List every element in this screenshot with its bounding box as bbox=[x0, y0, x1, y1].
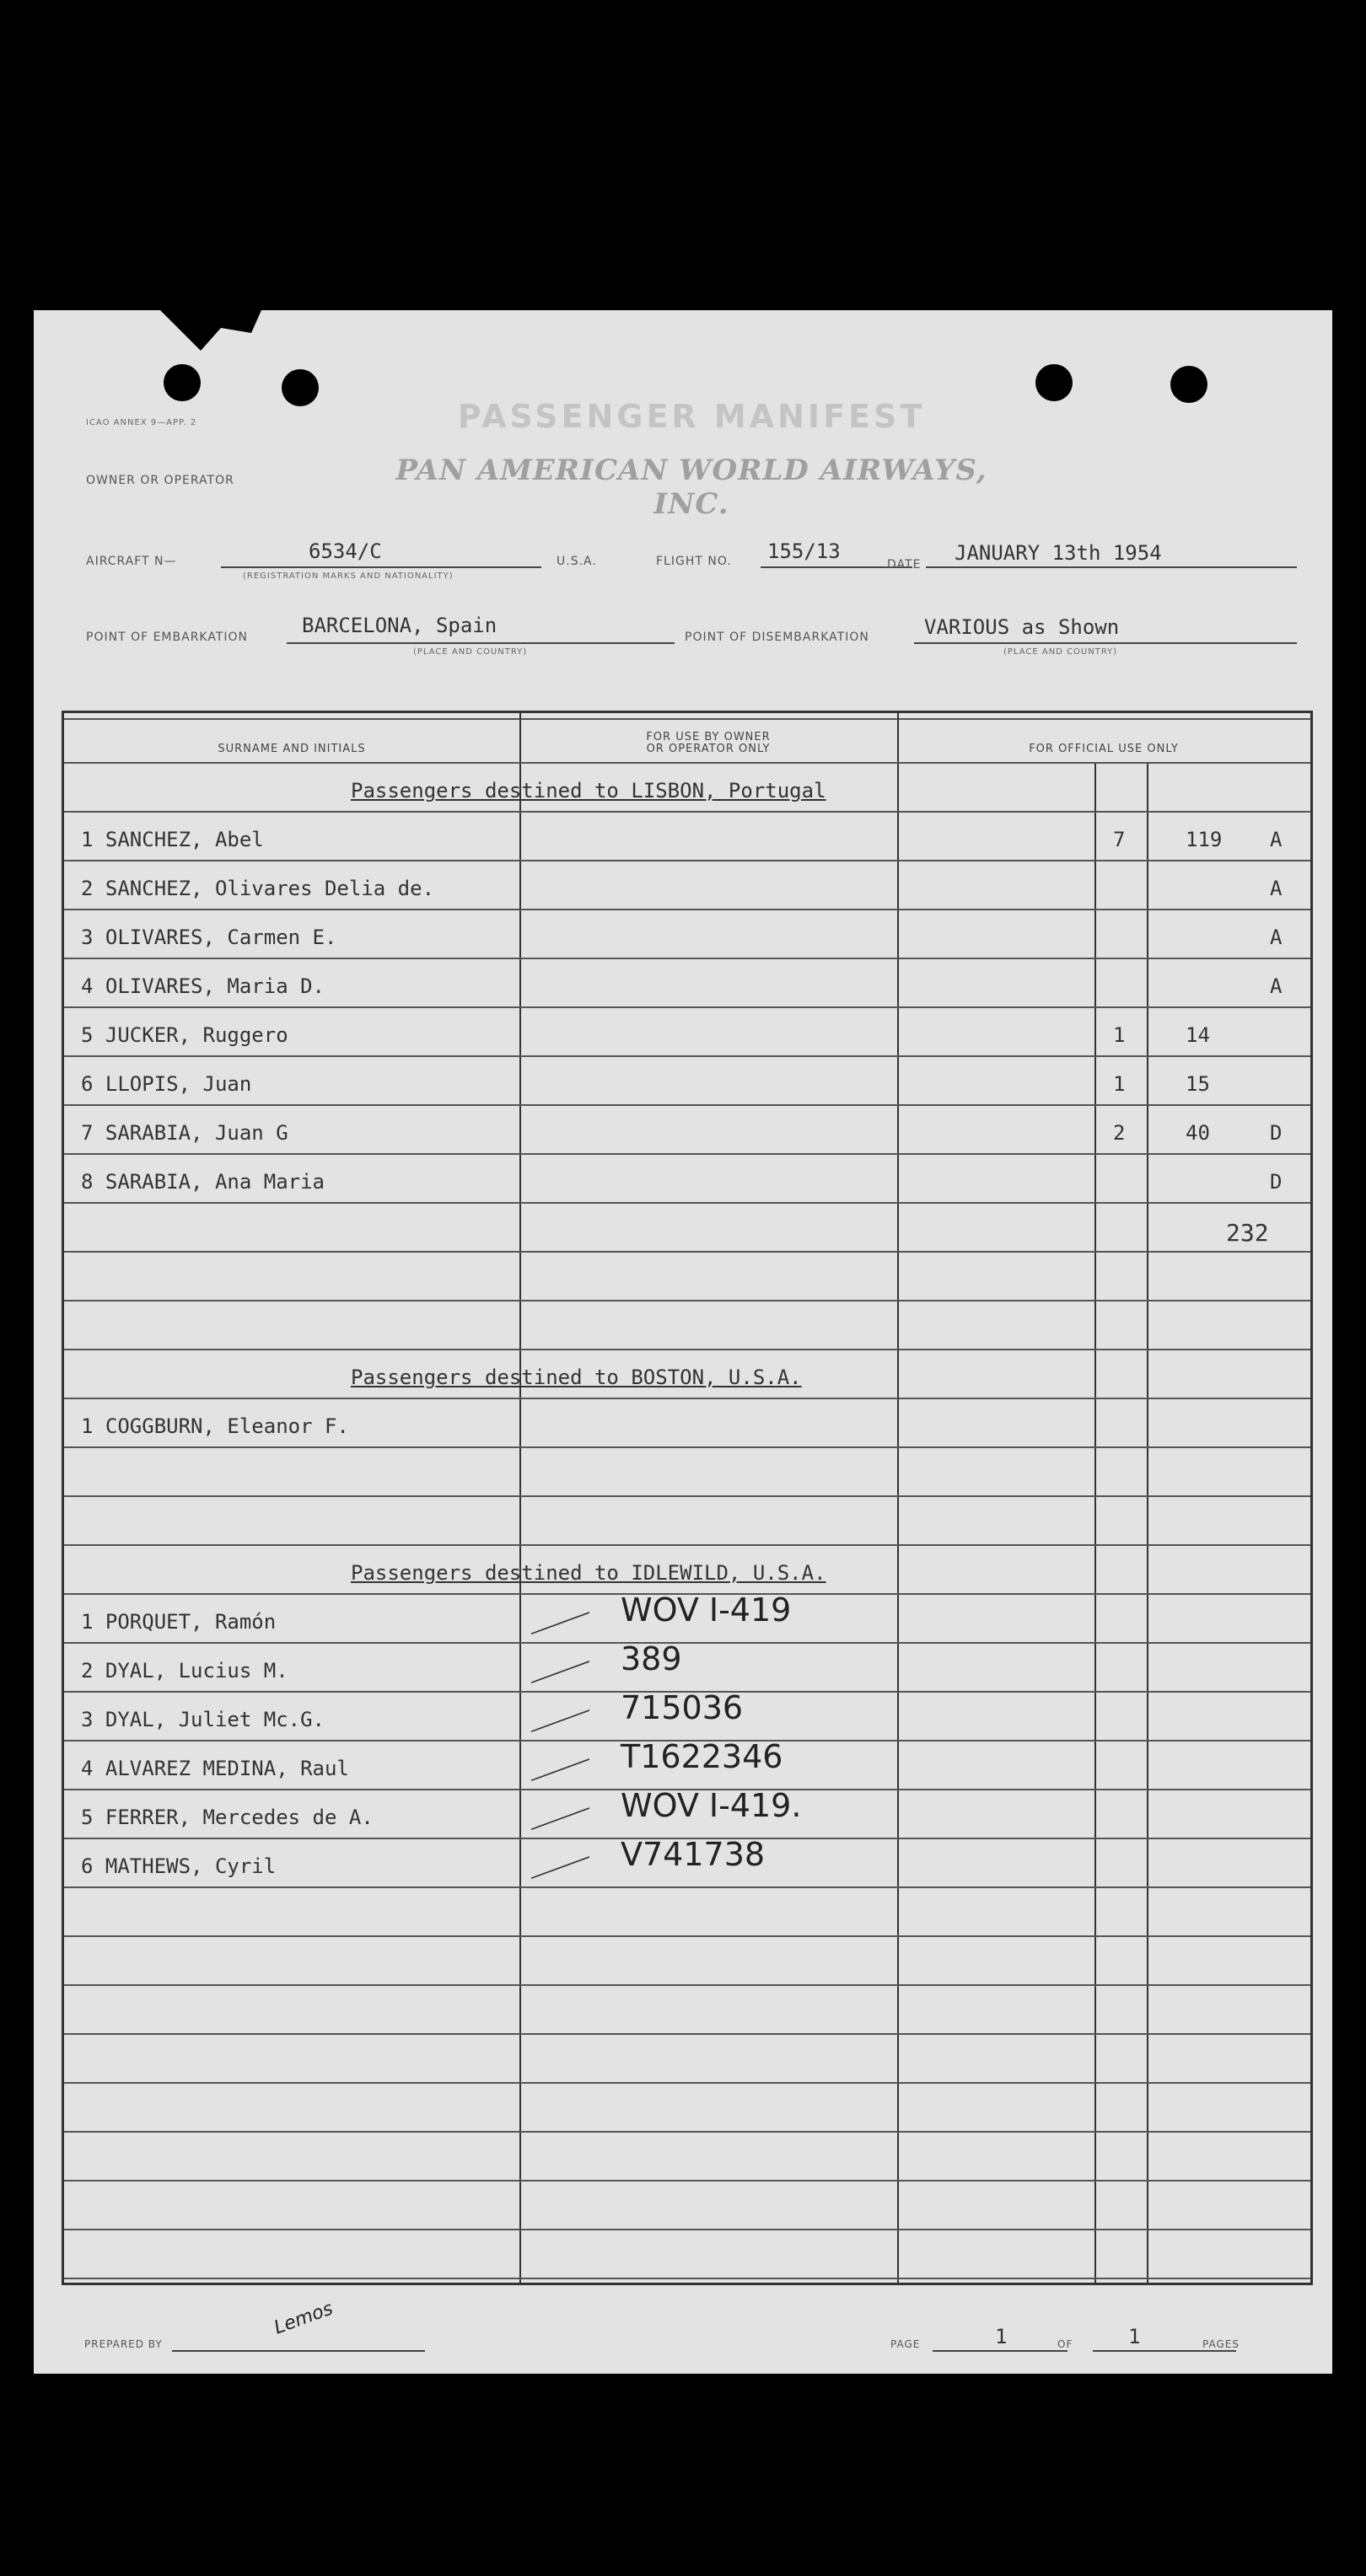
row-rule bbox=[64, 1006, 1310, 1008]
passenger-name: 7 SARABIA, Juan G bbox=[81, 1121, 288, 1145]
col-owner-header: FOR USE BY OWNER OR OPERATOR ONLY bbox=[646, 731, 771, 755]
col-surname-header: SURNAME AND INITIALS bbox=[218, 743, 366, 755]
passenger-name: 3 OLIVARES, Carmen E. bbox=[81, 926, 337, 949]
row-rule bbox=[64, 2131, 1310, 2133]
date-label: DATE bbox=[887, 558, 922, 572]
row-rule bbox=[64, 1104, 1310, 1106]
row-rule bbox=[64, 2082, 1310, 2084]
manifest-sheet bbox=[34, 310, 1332, 2374]
row-rule bbox=[64, 2180, 1310, 2182]
handwritten-note: T1622346 bbox=[621, 1738, 783, 1775]
row-rule bbox=[64, 1544, 1310, 1546]
row-rule bbox=[64, 1202, 1310, 1204]
handwritten-note: V741738 bbox=[621, 1836, 766, 1873]
date-value: JANUARY 13th 1954 bbox=[955, 541, 1162, 565]
aircraft-underline bbox=[221, 566, 541, 568]
passenger-name: 2 DYAL, Lucius M. bbox=[81, 1659, 288, 1682]
row-rule bbox=[64, 909, 1310, 910]
official-number: 15 bbox=[1186, 1072, 1210, 1096]
row-rule bbox=[64, 1251, 1310, 1253]
pages-label: PAGES bbox=[1202, 2338, 1240, 2350]
check-mark bbox=[531, 1638, 592, 1683]
of-underline bbox=[1093, 2350, 1236, 2352]
official-count: 7 bbox=[1113, 828, 1126, 851]
prepared-by-label: PREPARED BY bbox=[84, 2338, 163, 2350]
header-line bbox=[64, 762, 1310, 764]
row-rule bbox=[64, 1300, 1310, 1301]
table-top-line bbox=[64, 718, 1310, 720]
col-divider bbox=[519, 713, 521, 2283]
form-title: PASSENGER MANIFEST bbox=[457, 398, 926, 435]
embark-value: BARCELONA, Spain bbox=[302, 614, 497, 637]
handwritten-note: WOV I-419. bbox=[621, 1787, 802, 1824]
of-label: OF bbox=[1057, 2338, 1073, 2350]
flight-value: 155/13 bbox=[767, 539, 841, 563]
row-rule bbox=[64, 2033, 1310, 2035]
owner-label: OWNER OR OPERATOR bbox=[86, 474, 234, 487]
company-name: PAN AMERICAN WORLD AIRWAYS, INC. bbox=[395, 453, 987, 521]
passenger-name: 8 SARABIA, Ana Maria bbox=[81, 1170, 325, 1194]
passenger-name: 4 ALVAREZ MEDINA, Raul bbox=[81, 1757, 349, 1780]
passenger-name: 4 OLIVARES, Maria D. bbox=[81, 974, 325, 998]
embark-label: POINT OF EMBARKATION bbox=[86, 631, 249, 644]
row-rule bbox=[64, 1642, 1310, 1644]
official-number: 40 bbox=[1186, 1121, 1210, 1145]
col-divider bbox=[1147, 762, 1148, 2283]
col-divider bbox=[897, 713, 899, 2283]
check-mark bbox=[531, 1833, 592, 1879]
disembark-underline bbox=[914, 642, 1297, 644]
aircraft-value: 6534/C bbox=[309, 539, 382, 563]
official-number: 119 bbox=[1186, 828, 1223, 851]
check-mark bbox=[531, 1736, 592, 1781]
handwritten-note: 715036 bbox=[621, 1689, 744, 1726]
of-number: 1 bbox=[1128, 2325, 1141, 2348]
passenger-name: 6 MATHEWS, Cyril bbox=[81, 1854, 277, 1878]
registration-note: (REGISTRATION MARKS AND NATIONALITY) bbox=[243, 572, 454, 581]
row-rule bbox=[64, 958, 1310, 959]
page-label: PAGE bbox=[890, 2338, 921, 2350]
signature: Lemos bbox=[271, 2298, 336, 2339]
page-number: 1 bbox=[995, 2325, 1008, 2348]
row-rule bbox=[64, 1398, 1310, 1399]
prepared-underline bbox=[172, 2350, 425, 2352]
row-rule bbox=[64, 1446, 1310, 1448]
handwritten-note: 389 bbox=[621, 1640, 682, 1677]
official-code: D bbox=[1270, 1170, 1283, 1194]
passenger-name: 6 LLOPIS, Juan bbox=[81, 1072, 252, 1096]
col-official-header: FOR OFFICIAL USE ONLY bbox=[1029, 743, 1179, 755]
row-rule bbox=[64, 1495, 1310, 1497]
punch-hole bbox=[1035, 364, 1073, 401]
section-heading: Passengers destined to BOSTON, U.S.A. bbox=[351, 1366, 802, 1389]
col-divider bbox=[1094, 762, 1096, 2283]
official-code: A bbox=[1270, 877, 1283, 900]
official-count: 1 bbox=[1113, 1023, 1126, 1047]
official-code: A bbox=[1270, 974, 1283, 998]
disembark-label: POINT OF DISEMBARKATION bbox=[685, 631, 869, 644]
row-rule bbox=[64, 1886, 1310, 1888]
passenger-name: 2 SANCHEZ, Olivares Delia de. bbox=[81, 877, 435, 900]
punch-hole bbox=[164, 364, 201, 401]
torn-corner bbox=[160, 310, 261, 361]
embark-note: (PLACE AND COUNTRY) bbox=[413, 647, 528, 657]
official-count: 2 bbox=[1113, 1121, 1126, 1145]
official-count: 1 bbox=[1113, 1072, 1126, 1096]
official-code: A bbox=[1270, 828, 1283, 851]
passenger-name: 1 COGGBURN, Eleanor F. bbox=[81, 1414, 349, 1438]
flight-label: FLIGHT NO. bbox=[656, 555, 732, 568]
row-rule bbox=[64, 1349, 1310, 1350]
check-mark bbox=[531, 1784, 592, 1830]
passenger-name: 1 SANCHEZ, Abel bbox=[81, 828, 264, 851]
disembark-value: VARIOUS as Shown bbox=[924, 615, 1120, 639]
form-code: ICAO ANNEX 9—APP. 2 bbox=[86, 418, 197, 427]
row-rule bbox=[64, 1153, 1310, 1155]
passenger-name: 3 DYAL, Juliet Mc.G. bbox=[81, 1708, 325, 1731]
section-heading: Passengers destined to LISBON, Portugal bbox=[351, 779, 826, 802]
row-rule bbox=[64, 2229, 1310, 2230]
manifest-table bbox=[62, 711, 1313, 2285]
section-heading: Passengers destined to IDLEWILD, U.S.A. bbox=[351, 1561, 826, 1585]
embark-underline bbox=[287, 642, 675, 644]
row-rule bbox=[64, 1984, 1310, 1986]
punch-hole bbox=[1170, 366, 1207, 403]
passenger-name: 1 PORQUET, Ramón bbox=[81, 1610, 277, 1634]
row-rule bbox=[64, 2278, 1310, 2279]
official-number: 14 bbox=[1186, 1023, 1210, 1047]
lisbon-total: 232 bbox=[1226, 1219, 1269, 1247]
row-rule bbox=[64, 1935, 1310, 1937]
passenger-name: 5 JUCKER, Ruggero bbox=[81, 1023, 288, 1047]
disembark-note: (PLACE AND COUNTRY) bbox=[1003, 647, 1118, 657]
aircraft-label: AIRCRAFT N— bbox=[86, 555, 177, 568]
official-code: A bbox=[1270, 926, 1283, 949]
passenger-name: 5 FERRER, Mercedes de A. bbox=[81, 1806, 374, 1829]
check-mark bbox=[531, 1589, 592, 1634]
check-mark bbox=[531, 1687, 592, 1732]
handwritten-note: WOV I-419 bbox=[621, 1591, 792, 1629]
row-rule bbox=[64, 1055, 1310, 1057]
punch-hole bbox=[282, 369, 319, 406]
date-underline bbox=[926, 566, 1297, 568]
usa-label: U.S.A. bbox=[557, 555, 597, 568]
official-code: D bbox=[1270, 1121, 1283, 1145]
row-rule bbox=[64, 811, 1310, 813]
row-rule bbox=[64, 860, 1310, 861]
page-underline bbox=[933, 2350, 1068, 2352]
